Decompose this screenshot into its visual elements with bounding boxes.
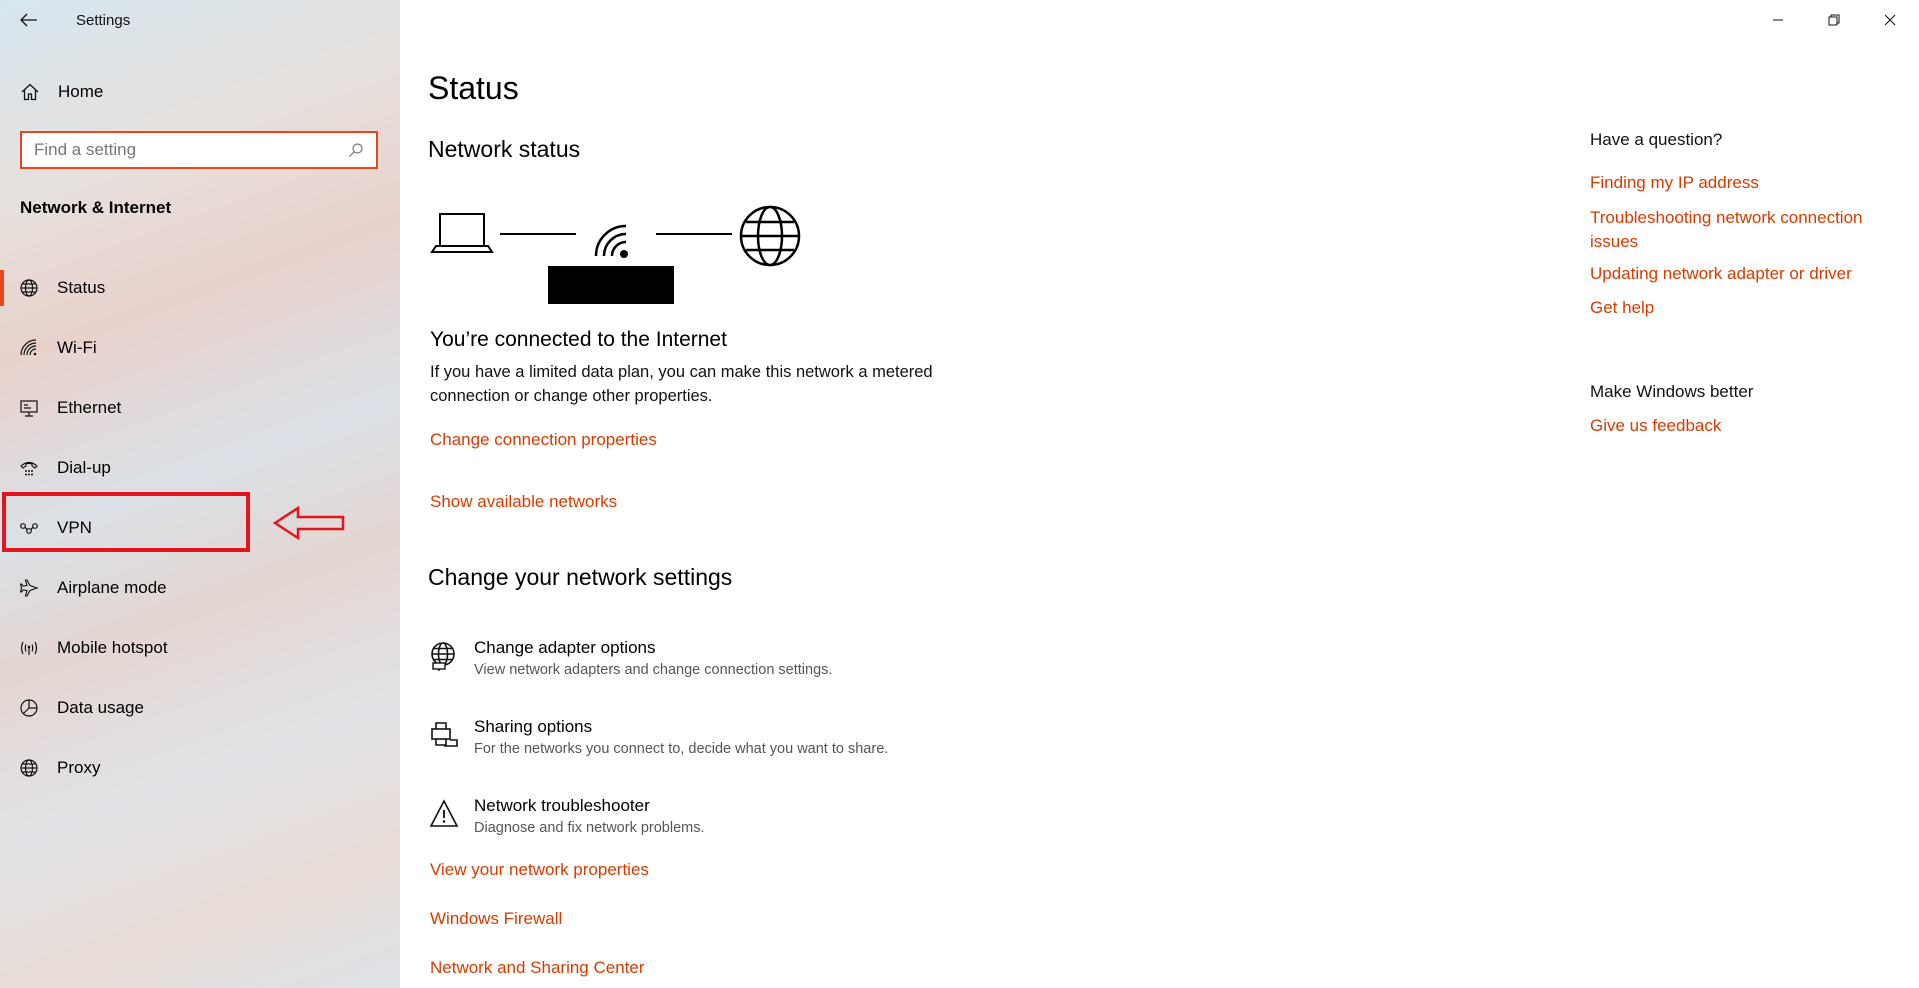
- sidebar-item-dial-up[interactable]: [0, 438, 400, 498]
- windows-firewall-link[interactable]: Windows Firewall: [430, 909, 563, 928]
- section-title: Network & Internet: [20, 198, 172, 217]
- sidebar-item-status[interactable]: [0, 258, 400, 318]
- restore-button[interactable]: [1806, 0, 1862, 40]
- app-title: Settings: [76, 12, 131, 29]
- network-status-heading: Network status: [428, 136, 581, 162]
- close-icon: [1884, 14, 1896, 26]
- minimize-button[interactable]: [1750, 0, 1806, 40]
- adapter-globe-icon: [428, 640, 460, 672]
- sidebar-item-vpn[interactable]: [0, 498, 400, 558]
- setting-title: Change adapter options: [474, 638, 656, 657]
- warning-triangle-icon: [428, 798, 460, 830]
- make-windows-better-heading: Make Windows better: [1590, 382, 1754, 401]
- sidebar-item-data-usage[interactable]: [0, 678, 400, 738]
- sidebar-item-label: Wi-Fi: [57, 338, 97, 357]
- finding-ip-link[interactable]: Finding my IP address: [1590, 173, 1759, 192]
- show-available-networks-link[interactable]: Show available networks: [430, 492, 618, 511]
- airplane-icon: [18, 577, 40, 599]
- laptop-icon: [432, 214, 492, 252]
- globe-icon: [18, 757, 40, 779]
- main-content: [400, 0, 1919, 988]
- vpn-icon: [18, 517, 40, 539]
- network-troubleshooter[interactable]: [428, 796, 1128, 846]
- back-arrow-icon: [20, 13, 38, 27]
- sidebar: [0, 0, 400, 988]
- view-network-properties-link[interactable]: View your network properties: [430, 860, 649, 879]
- internet-globe-icon: [741, 207, 799, 265]
- sidebar-item-label: Airplane mode: [57, 578, 167, 597]
- sidebar-item-proxy[interactable]: [0, 738, 400, 798]
- sidebar-item-label: Proxy: [57, 758, 101, 777]
- sidebar-nav: [0, 258, 400, 798]
- setting-description: For the networks you connect to, decide what you want to share.: [474, 741, 889, 757]
- page-title: Status: [428, 70, 519, 106]
- sidebar-item-mobile-hotspot[interactable]: [0, 618, 400, 678]
- help-heading: Have a question?: [1590, 130, 1723, 149]
- sidebar-item-label: Ethernet: [57, 398, 122, 417]
- network-sharing-center-link[interactable]: Network and Sharing Center: [430, 958, 645, 977]
- search-icon[interactable]: [346, 140, 366, 160]
- search-box: [20, 131, 378, 169]
- change-connection-properties-link[interactable]: Change connection properties: [430, 430, 657, 449]
- printer-share-icon: [428, 719, 460, 751]
- get-help-link[interactable]: Get help: [1590, 298, 1655, 317]
- ethernet-icon: [18, 397, 40, 419]
- home-label: Home: [58, 82, 104, 101]
- updating-adapter-link[interactable]: Updating network adapter or driver: [1590, 264, 1852, 283]
- troubleshooting-link[interactable]: Troubleshooting network connection issues: [1590, 208, 1863, 251]
- minimize-icon: [1772, 14, 1784, 26]
- sidebar-item-label: Dial-up: [57, 458, 111, 477]
- restore-icon: [1828, 14, 1840, 26]
- change-adapter-options[interactable]: [428, 638, 1128, 688]
- wifi-router-icon: [596, 226, 628, 258]
- sidebar-item-label: VPN: [57, 518, 92, 537]
- setting-title: Sharing options: [474, 717, 593, 736]
- data-usage-icon: [18, 697, 40, 719]
- sharing-options[interactable]: [428, 717, 1128, 767]
- change-settings-heading: Change your network settings: [428, 564, 733, 590]
- sidebar-item-ethernet[interactable]: [0, 378, 400, 438]
- sidebar-item-label: Mobile hotspot: [57, 638, 168, 657]
- dial-up-icon: [18, 457, 40, 479]
- search-input[interactable]: [22, 133, 346, 167]
- setting-title: Network troubleshooter: [474, 796, 650, 815]
- back-button[interactable]: [18, 8, 40, 32]
- close-button[interactable]: [1862, 0, 1918, 40]
- setting-description: View network adapters and change connection settings.: [474, 662, 833, 678]
- connected-description: If you have a limited data plan, you can make this network a metered connection or change other properties.: [430, 363, 933, 405]
- globe-status-icon: [18, 277, 40, 299]
- sidebar-item-label: Data usage: [57, 698, 144, 717]
- home-nav-item[interactable]: [0, 72, 400, 112]
- home-icon: [20, 82, 40, 102]
- sidebar-item-airplane-mode[interactable]: [0, 558, 400, 618]
- mobile-hotspot-icon: [18, 637, 40, 659]
- sidebar-item-label: Status: [57, 278, 106, 297]
- connected-title: You’re connected to the Internet: [430, 328, 727, 351]
- give-feedback-link[interactable]: Give us feedback: [1590, 416, 1722, 435]
- wifi-icon: [18, 337, 40, 359]
- redacted-network-name: [548, 266, 674, 304]
- sidebar-item-wifi[interactable]: [0, 318, 400, 378]
- network-diagram: [428, 200, 828, 310]
- setting-description: Diagnose and fix network problems.: [474, 820, 705, 836]
